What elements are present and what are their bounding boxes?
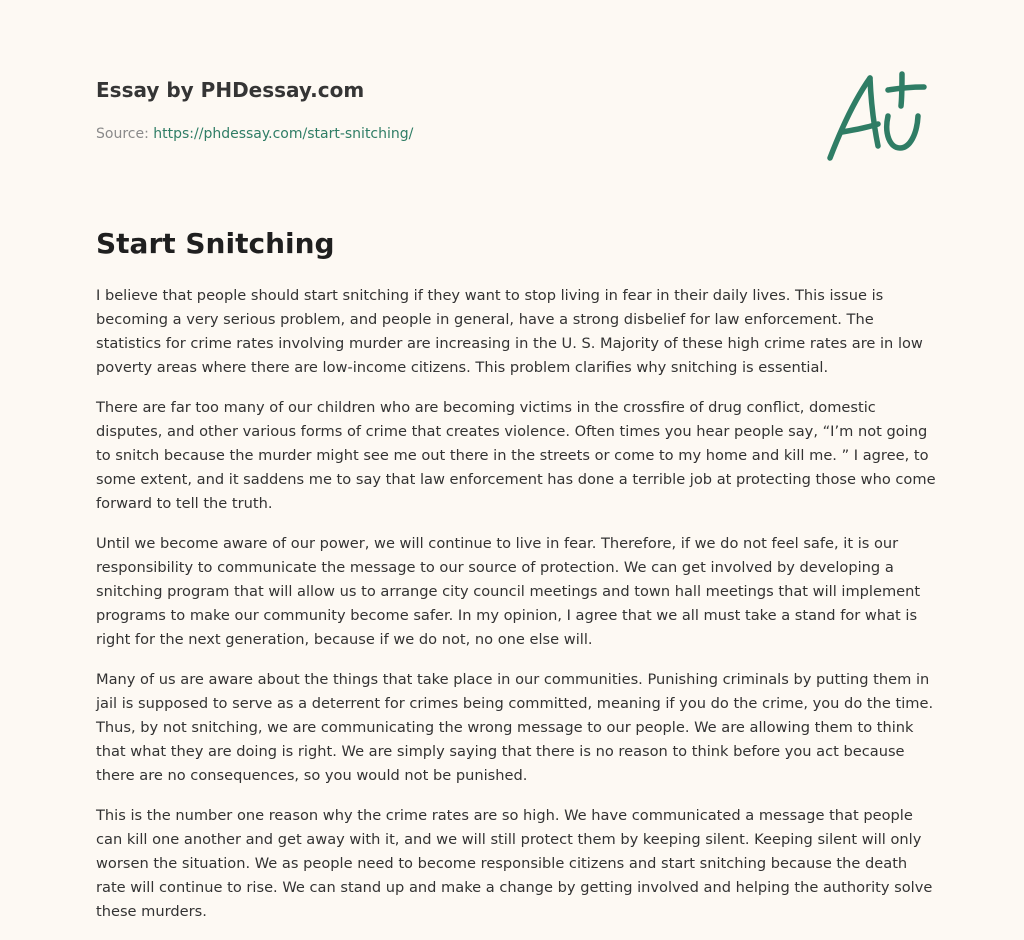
paragraph: There are far too many of our children who are becoming victims in the crossfire of drug conflict, domestic disputes, and other various forms of crime that creates violence. Often times you hear people say, “I’m not going to snitch because the murder might see me out there in the streets or come to my home and kill me. ” I agree, to some extent, and it saddens me to say that law enforcement has done a terrible job at protecting those who come forward to tell the truth. (96, 399, 936, 512)
a-plus-grade-icon (820, 66, 930, 166)
paragraph: Many of us are aware about the things that take place in our communities. Punishing criminals by putting them in jail is supposed to serve as a deterrent for crimes being committed, meaning if you do the crime, you do the time. Thus, by not snitching, we are communicating the wrong message to our people. We are allowing them to think that what they are doing is right. We are simply saying that there is no reason to think before you act because there are no consequences, so you would not be punished. (96, 671, 934, 784)
source-link[interactable]: https://phdessay.com/start-snitching/ (153, 126, 414, 142)
paragraph: This is the number one reason why the crime rates are so high. We have communicated a message that people can kill one another and get away with it, and we will still protect them by keeping silent. Keeping silent will only worsen the situation. We as people need to become responsible citizens and start snitching because the death rate will continue to rise. We can stand up and make a change by getting involved and helping the authority solve these murders. (96, 807, 933, 920)
paragraph: Until we become aware of our power, we will continue to live in fear. Therefore, if we do not feel safe, it is our responsibility to communicate the message to our source of protection. We can get involved by developing a snitching program that will allow us to arrange city council meetings and town hall meetings that will implement programs to make our community become safer. In my opinion, I agree that we all must take a stand for what is right for the next generation, because if we do not, no one else will. (96, 535, 921, 648)
source-label: Source: (96, 126, 149, 142)
source-line (96, 124, 796, 144)
essay-body (96, 284, 936, 940)
essay-title: Start Snitching (96, 227, 335, 260)
paragraph: I believe that people should start snitching if they want to stop living in fear in their daily lives. This issue is becoming a very serious problem, and people in general, have a strong disbelief for law enforcement. The statistics for crime rates involving murder are increasing in the U. S. Majority of these high crime rates are in low poverty areas where there are low-income citizens. This problem clarifies why snitching is essential. (96, 287, 923, 376)
site-title: Essay by PHDessay.com (96, 78, 365, 102)
page-header (96, 76, 796, 144)
